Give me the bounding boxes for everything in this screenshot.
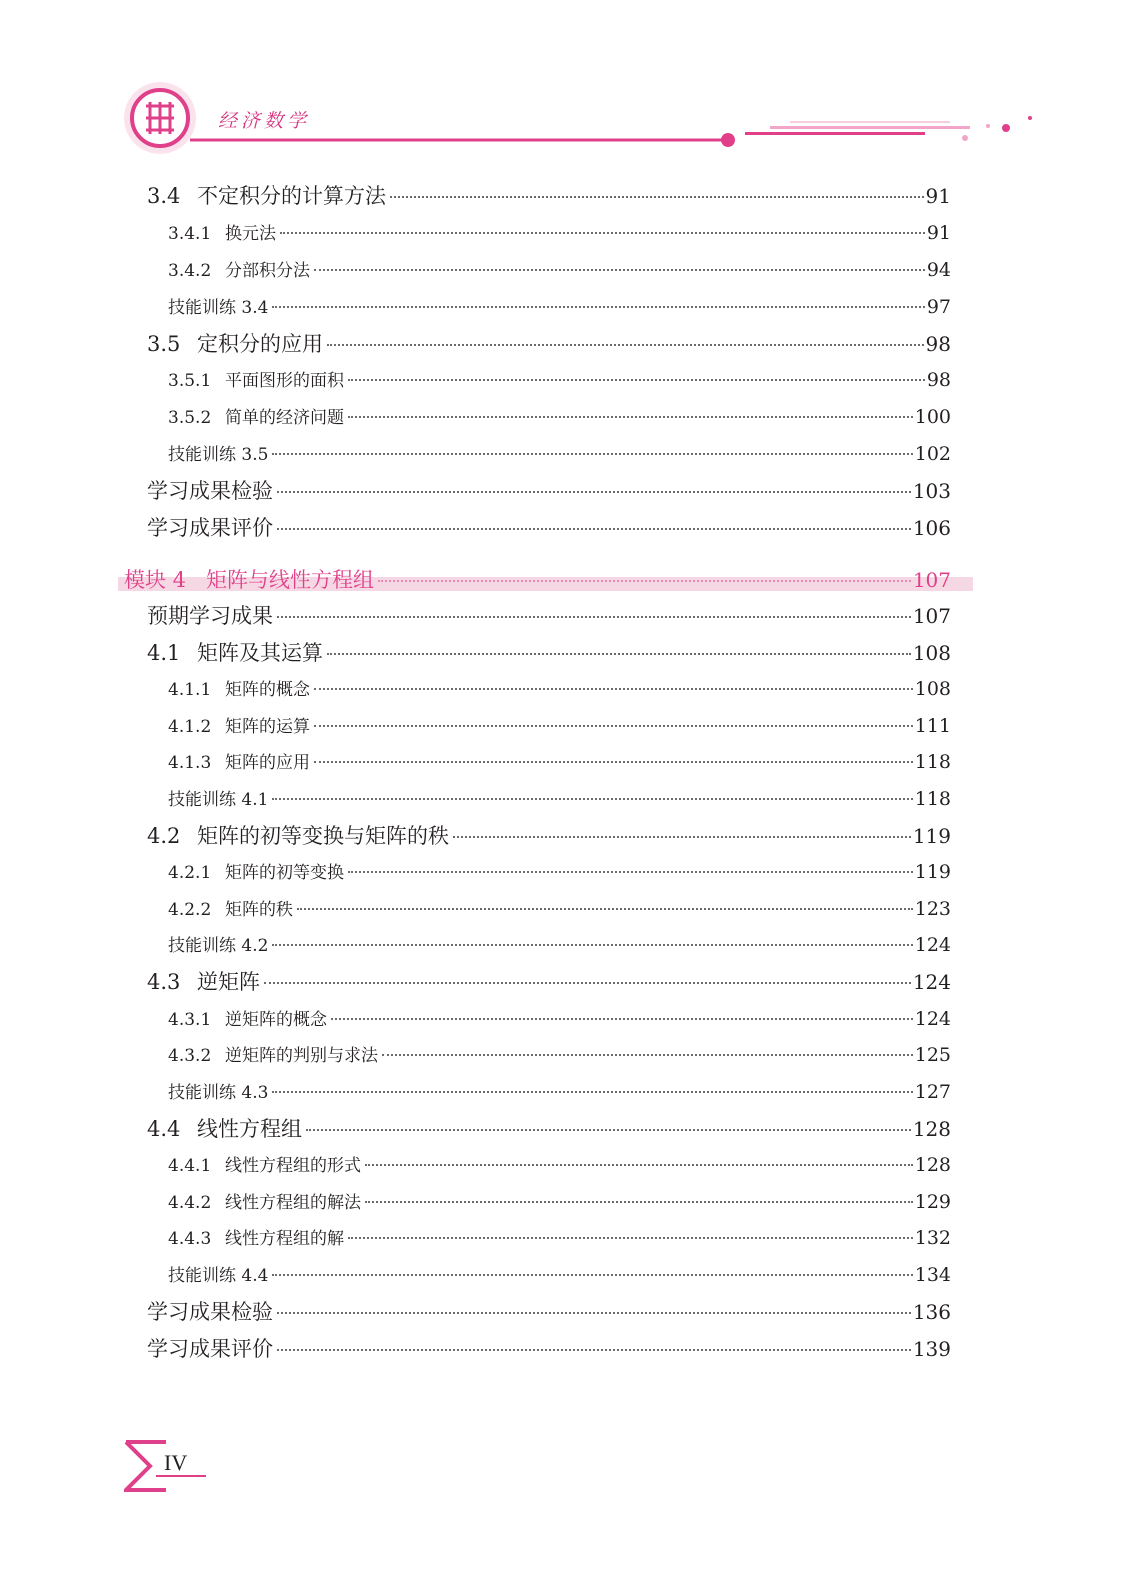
toc-entry[interactable]	[168, 1224, 951, 1249]
toc-entry-title: 逆矩阵	[197, 970, 260, 994]
toc-entry-number: 4.3.1	[168, 1010, 212, 1030]
dot-leader	[277, 491, 911, 493]
toc-entry-title: 逆矩阵的概念	[225, 1010, 327, 1030]
toc-entry-number: 4.3	[147, 970, 181, 994]
toc-entry[interactable]	[168, 293, 951, 318]
toc-entry-title: 不定积分的计算方法	[197, 184, 386, 208]
toc-entry-page: 127	[914, 1081, 951, 1103]
dot-leader	[365, 1164, 913, 1166]
toc-entry[interactable]	[168, 256, 951, 281]
toc-entry-page: 91	[926, 222, 951, 244]
toc-entry-number: 4.4.3	[168, 1229, 212, 1249]
toc-entry-number: 3.5.2	[168, 408, 212, 428]
toc-entry[interactable]	[147, 600, 951, 630]
dot-leader	[327, 653, 911, 655]
toc-entry[interactable]	[168, 675, 951, 700]
toc-entry-number: 4.4	[147, 1117, 181, 1141]
book-title: 经济数学	[218, 110, 311, 132]
header-stripe-2	[770, 126, 970, 129]
toc-entry-title: 技能训练 4.3	[168, 1083, 269, 1103]
toc-entry-title: 技能训练 4.2	[168, 936, 269, 956]
dot-leader	[272, 1274, 912, 1276]
toc-entry-title: 矩阵的运算	[225, 717, 310, 737]
toc-entry[interactable]	[147, 512, 951, 542]
module-heading[interactable]	[118, 564, 973, 592]
toc-entry-number: 4.2.1	[168, 863, 212, 883]
dot-leader	[277, 1349, 911, 1351]
toc-entry-title: 矩阵的初等变换	[225, 863, 344, 883]
toc-entry-number: 4.3.2	[168, 1046, 212, 1066]
toc-entry-number: 4.1	[147, 641, 181, 665]
dot-leader	[272, 798, 912, 800]
toc-entry-number: 4.1.3	[168, 753, 212, 773]
toc-entry-title: 平面图形的面积	[225, 371, 344, 391]
header-dot-4	[1028, 116, 1032, 120]
toc-entry[interactable]	[147, 1113, 951, 1143]
module-entry	[124, 564, 951, 594]
toc-entry-title: 线性方程组	[197, 1117, 302, 1141]
dot-leader	[348, 1237, 913, 1239]
header-decoration	[0, 0, 1127, 170]
toc-entry-title: 技能训练 3.5	[168, 445, 269, 465]
toc-entry-page: 108	[912, 641, 951, 665]
page-header	[0, 0, 1127, 170]
toc-entry-page: 125	[914, 1044, 951, 1066]
toc-entry-page: 97	[926, 296, 951, 318]
toc-entry[interactable]	[168, 1041, 951, 1066]
toc-entry-page: 139	[912, 1337, 951, 1361]
toc-entry[interactable]	[147, 475, 951, 505]
toc-entry[interactable]	[168, 1188, 951, 1213]
toc-entry-number: 3.5.1	[168, 371, 212, 391]
header-dot-3	[1002, 124, 1010, 132]
toc-entry[interactable]	[168, 1151, 951, 1176]
dot-leader	[272, 453, 912, 455]
toc-entry-title: 矩阵的秩	[225, 900, 293, 920]
dot-leader	[453, 836, 911, 838]
toc-entry-title: 技能训练 4.1	[168, 790, 269, 810]
toc-entry-title: 预期学习成果	[147, 604, 273, 628]
toc-entry-page: 106	[912, 516, 951, 540]
toc-entry[interactable]	[168, 931, 951, 956]
toc-entry-title: 分部积分法	[225, 261, 310, 281]
dot-leader	[264, 982, 911, 984]
dot-leader	[348, 379, 925, 381]
toc-entry-page: 132	[914, 1227, 951, 1249]
dot-leader	[277, 1312, 911, 1314]
toc-entry-number: 4.1.2	[168, 717, 212, 737]
page-number: IV	[164, 1450, 188, 1475]
toc-entry[interactable]	[147, 820, 951, 850]
toc-entry[interactable]	[147, 966, 951, 996]
header-rule-dot	[721, 133, 735, 147]
header-dot-1	[962, 135, 968, 141]
toc-entry[interactable]	[168, 440, 951, 465]
toc-entry-title: 技能训练 4.4	[168, 1266, 269, 1286]
toc-entry[interactable]	[147, 328, 951, 358]
toc-entry-page: 119	[912, 824, 951, 848]
toc-entry[interactable]	[147, 637, 951, 667]
toc-entry-number: 4.1.1	[168, 680, 212, 700]
toc-entry-page: 124	[912, 970, 951, 994]
toc-entry-title: 矩阵的应用	[225, 753, 310, 773]
dot-leader	[348, 871, 913, 873]
toc-entry-title: 学习成果评价	[147, 1337, 273, 1361]
toc-entry[interactable]	[168, 366, 951, 391]
toc-entry-page: 98	[926, 369, 951, 391]
dot-leader	[277, 616, 911, 618]
toc-entry[interactable]	[168, 748, 951, 773]
toc-entry-page: 102	[914, 443, 951, 465]
toc-entry-number: 3.5	[147, 332, 181, 356]
dot-leader	[327, 344, 924, 346]
toc-entry-page: 124	[914, 934, 951, 956]
header-stripe-1	[745, 132, 925, 135]
toc-entry-title: 线性方程组的解法	[225, 1193, 361, 1213]
module-title: 矩阵与线性方程组	[206, 568, 374, 592]
dot-leader	[306, 1129, 911, 1131]
toc-entry-page: 94	[926, 259, 951, 281]
dot-leader	[382, 1054, 913, 1056]
dot-leader	[272, 306, 924, 308]
page-footer	[124, 1436, 214, 1496]
toc-entry[interactable]	[168, 219, 951, 244]
toc-entry[interactable]	[147, 1296, 951, 1326]
toc-entry-title: 学习成果检验	[147, 1300, 273, 1324]
toc-entry[interactable]	[168, 1261, 951, 1286]
toc-entry-title: 矩阵的概念	[225, 680, 310, 700]
toc-entry[interactable]	[168, 1005, 951, 1030]
abacus-icon	[146, 102, 174, 134]
toc-entry-page: 118	[914, 751, 951, 773]
toc-entry[interactable]	[168, 895, 951, 920]
toc-entry[interactable]	[147, 1333, 951, 1363]
dot-leader	[314, 688, 913, 690]
toc-entry-page: 107	[912, 604, 951, 628]
toc-entry-page: 118	[914, 788, 951, 810]
dot-leader	[272, 944, 912, 946]
dot-leader	[390, 196, 924, 198]
toc-entry-page: 108	[914, 678, 951, 700]
header-stripe-3	[790, 121, 950, 123]
header-dot-2	[986, 124, 990, 128]
toc-entry-number: 4.2	[147, 824, 181, 848]
toc-entry-page: 123	[914, 898, 951, 920]
toc-entry-number: 3.4.2	[168, 261, 212, 281]
toc-entry-page: 103	[912, 479, 951, 503]
toc-entry[interactable]	[147, 180, 951, 210]
toc-entry-number: 3.4	[147, 184, 181, 208]
toc-entry-title: 学习成果评价	[147, 516, 273, 540]
toc-entry-number: 3.4.1	[168, 224, 212, 244]
dot-leader	[272, 1091, 912, 1093]
dot-leader	[297, 908, 913, 910]
toc-entry-page: 119	[914, 861, 951, 883]
dot-leader	[331, 1018, 913, 1020]
toc-entry-title: 矩阵的初等变换与矩阵的秩	[197, 824, 449, 848]
dot-leader	[314, 269, 925, 271]
toc-entry[interactable]	[168, 712, 951, 737]
toc-entry-page: 128	[914, 1154, 951, 1176]
dot-leader	[365, 1201, 913, 1203]
toc-entry-page: 91	[925, 184, 951, 208]
toc-entry-title: 线性方程组的形式	[225, 1156, 361, 1176]
dot-leader	[314, 725, 913, 727]
toc-entry-title: 逆矩阵的判别与求法	[225, 1046, 378, 1066]
toc-entry-title: 线性方程组的解	[225, 1229, 344, 1249]
toc-entry-page: 129	[914, 1191, 951, 1213]
toc-entry-number: 4.2.2	[168, 900, 212, 920]
toc-entry-title: 定积分的应用	[197, 332, 323, 356]
toc-entry[interactable]	[168, 1078, 951, 1103]
toc-entry-number: 4.4.2	[168, 1193, 212, 1213]
dot-leader	[348, 416, 913, 418]
module-page: 107	[912, 568, 951, 592]
dot-leader	[277, 528, 911, 530]
toc-entry-page: 134	[914, 1264, 951, 1286]
toc-entry[interactable]	[168, 403, 951, 428]
toc-entry-title: 学习成果检验	[147, 479, 273, 503]
toc-entry-page: 128	[912, 1117, 951, 1141]
toc-entry-page: 124	[914, 1008, 951, 1030]
toc-entry-page: 98	[925, 332, 951, 356]
toc-entry-page: 136	[912, 1300, 951, 1324]
toc-entry-title: 技能训练 3.4	[168, 298, 269, 318]
module-number: 模块 4	[124, 568, 187, 592]
toc-entry-number: 4.4.1	[168, 1156, 212, 1176]
toc-entry[interactable]	[168, 858, 951, 883]
toc-entry-page: 111	[914, 715, 951, 737]
toc-entry-title: 矩阵及其运算	[197, 641, 323, 665]
dot-leader	[378, 580, 911, 582]
dot-leader	[280, 232, 925, 234]
toc-entry[interactable]	[168, 785, 951, 810]
toc-entry-page: 100	[914, 406, 951, 428]
toc-entry-title: 换元法	[225, 224, 276, 244]
dot-leader	[314, 761, 913, 763]
toc-entry-title: 简单的经济问题	[225, 408, 344, 428]
